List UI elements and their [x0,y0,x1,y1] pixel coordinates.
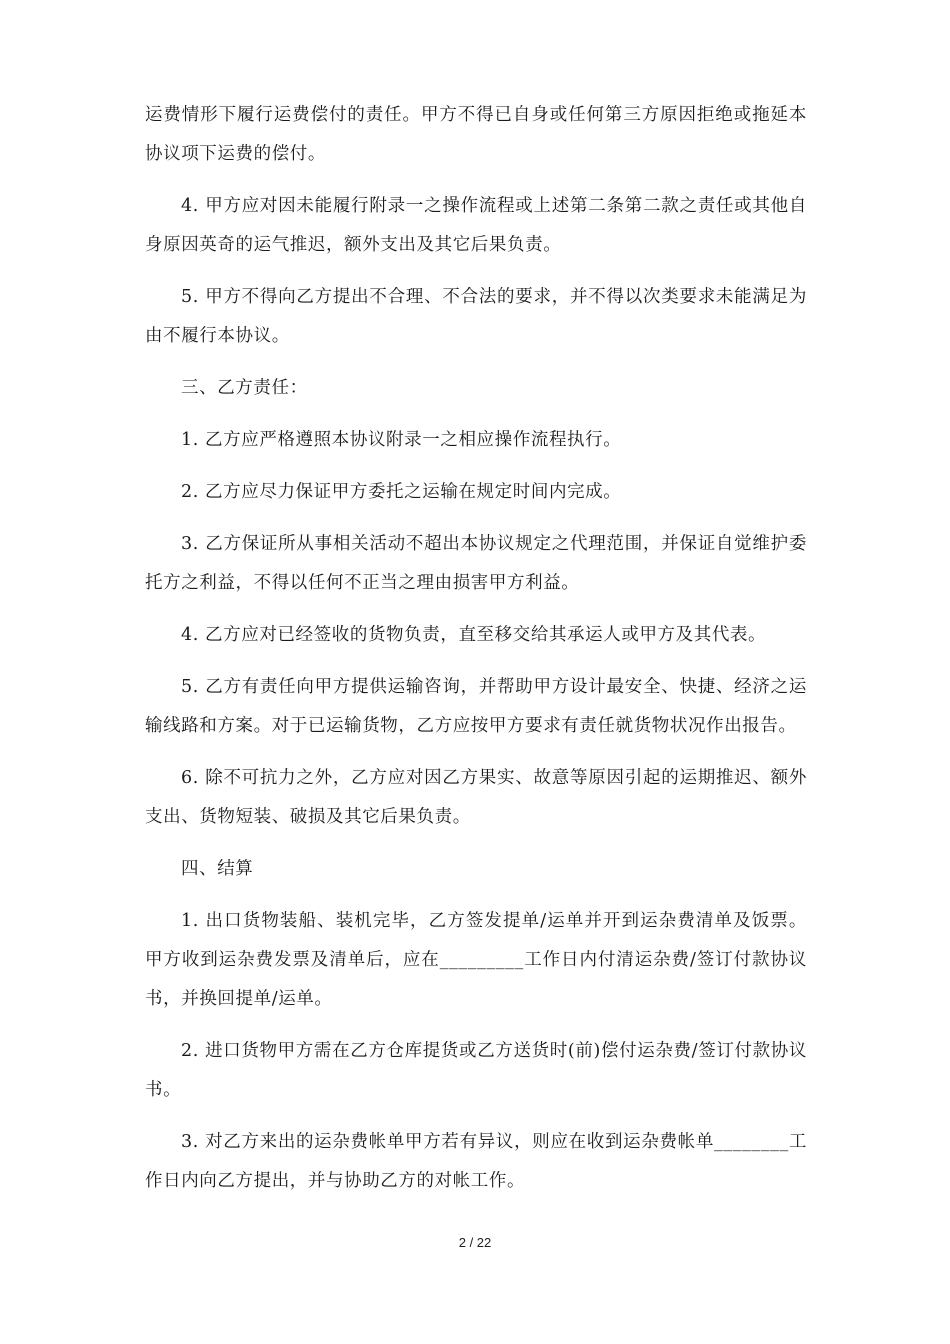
paragraph-continuation: 运费情形下履行运费偿付的责任。甲方不得已自身或任何第三方原因拒绝或拖延本协议项下运费的偿付。 [145,105,807,164]
paragraph-party-b-item-4: 4. 乙方应对已经签收的货物负责，直至移交给其承运人或甲方及其代表。 [181,625,767,645]
paragraph-settlement-item-2: 2. 进口货物甲方需在乙方仓库提货或乙方送货时(前)偿付运杂费/签订付款协议书。 [145,1041,807,1100]
paragraph-party-b-item-3: 3. 乙方保证所从事相关活动不超出本协议规定之代理范围，并保证自觉维护委托方之利益，不得以任何不正当之理由损害甲方利益。 [145,534,807,593]
page-number: 2 / 22 [458,1235,492,1250]
paragraph-party-a-item-5: 5. 甲方不得向乙方提出不合理、不合法的要求，并不得以次类要求未能满足为由不履行本协议。 [145,287,807,346]
paragraph-party-b-item-2: 2. 乙方应尽力保证甲方委托之运输在规定时间内完成。 [181,482,622,502]
section-heading-party-b-duties: 三、乙方责任： [181,378,308,398]
document-body [145,96,807,1214]
paragraph-party-a-item-4: 4. 甲方应对因未能履行附录一之操作流程或上述第二条第二款之责任或其他自身原因英奇的运气推迟，额外支出及其它后果负责。 [145,196,807,255]
paragraph-party-b-item-5: 5. 乙方有责任向甲方提供运输咨询，并帮助甲方设计最安全、快捷、经济之运输线路和方案。对于已运输货物，乙方应按甲方要求有责任就货物状况作出报告。 [145,677,807,736]
section-heading-settlement: 四、结算 [181,859,254,879]
paragraph-party-b-item-1: 1. 乙方应严格遵照本协议附录一之相应操作流程执行。 [181,430,622,450]
paragraph-party-b-item-6: 6. 除不可抗力之外，乙方应对因乙方果实、故意等原因引起的运期推迟、额外支出、货物短装、破损及其它后果负责。 [145,768,807,827]
paragraph-settlement-item-1: 1. 出口货物装船、装机完毕，乙方签发提单/运单并开到运杂费清单及饭票。甲方收到运杂费发票及清单后，应在_________工作日内付清运杂费/签订付款协议书，并换回提单/运单。 [145,911,807,1009]
paragraph-settlement-item-3: 3. 对乙方来出的运杂费帐单甲方若有异议，则应在收到运杂费帐单________工作日内向乙方提出，并与协助乙方的对帐工作。 [145,1132,807,1191]
